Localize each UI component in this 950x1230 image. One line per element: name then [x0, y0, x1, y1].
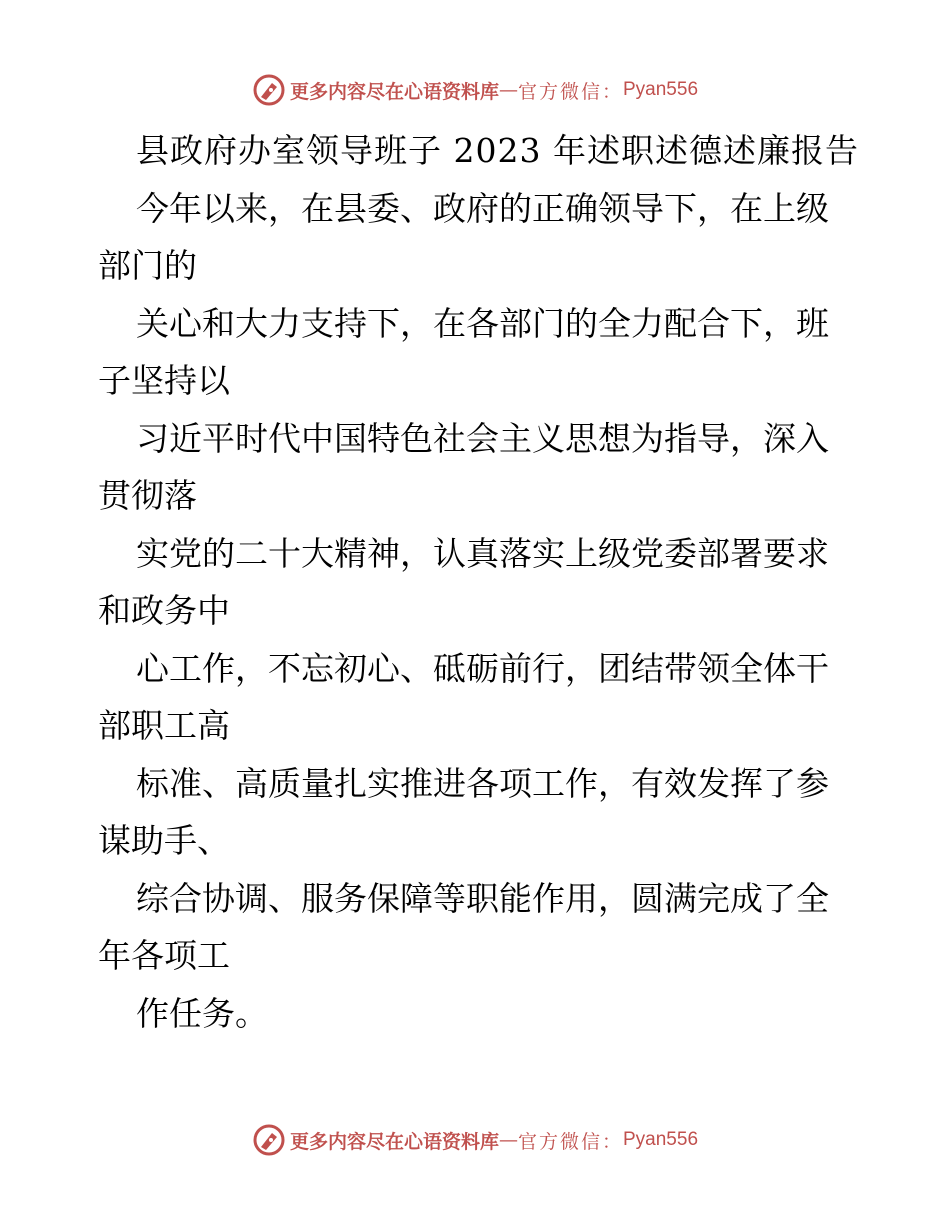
pen-nib-logo-icon — [252, 73, 286, 107]
body-line: 部职工高 — [98, 706, 230, 745]
body-line: 子坚持以 — [98, 361, 230, 400]
body-line: 年各项工 — [98, 936, 230, 975]
body-line: 关心和大力支持下，在各部门的全力配合下，班 — [136, 303, 829, 343]
document-title: 县政府办室领导班子 2023 年述职述德述廉报告 — [136, 131, 859, 170]
pen-nib-logo-icon — [252, 1123, 286, 1157]
body-line: 部门的 — [98, 246, 197, 285]
body-line: 谋助手、 — [98, 821, 230, 860]
body-line: 和政务中 — [98, 591, 230, 630]
watermark-wechat-handle: Pyan556 — [623, 79, 699, 100]
body-line: 今年以来，在县委、政府的正确领导下，在上级 — [136, 188, 829, 228]
watermark-separator: — — [498, 79, 518, 101]
body-line: 作任务。 — [136, 993, 268, 1033]
watermark-wechat-label: 官方微信： — [517, 1130, 623, 1153]
watermark-separator: — — [498, 1129, 518, 1151]
watermark-banner-top — [0, 70, 950, 110]
watermark-brand: 更多内容尽在心语资料库 — [289, 80, 499, 103]
body-line: 心工作，不忘初心、砥砺前行，团结带领全体干 — [136, 648, 829, 688]
watermark-wechat-label: 官方微信： — [517, 80, 623, 103]
body-line: 贯彻落 — [98, 476, 197, 515]
body-line: 实党的二十大精神，认真落实上级党委部署要求 — [136, 533, 829, 573]
body-line: 标准、高质量扎实推进各项工作，有效发挥了参 — [136, 763, 829, 803]
watermark-brand: 更多内容尽在心语资料库 — [289, 1130, 499, 1153]
body-line: 习近平时代中国特色社会主义思想为指导，深入 — [136, 418, 829, 458]
body-line: 综合协调、服务保障等职能作用，圆满完成了全 — [136, 878, 829, 918]
watermark-wechat-handle: Pyan556 — [623, 1129, 699, 1150]
watermark-banner-bottom — [0, 1120, 950, 1160]
document-body — [98, 122, 858, 1042]
